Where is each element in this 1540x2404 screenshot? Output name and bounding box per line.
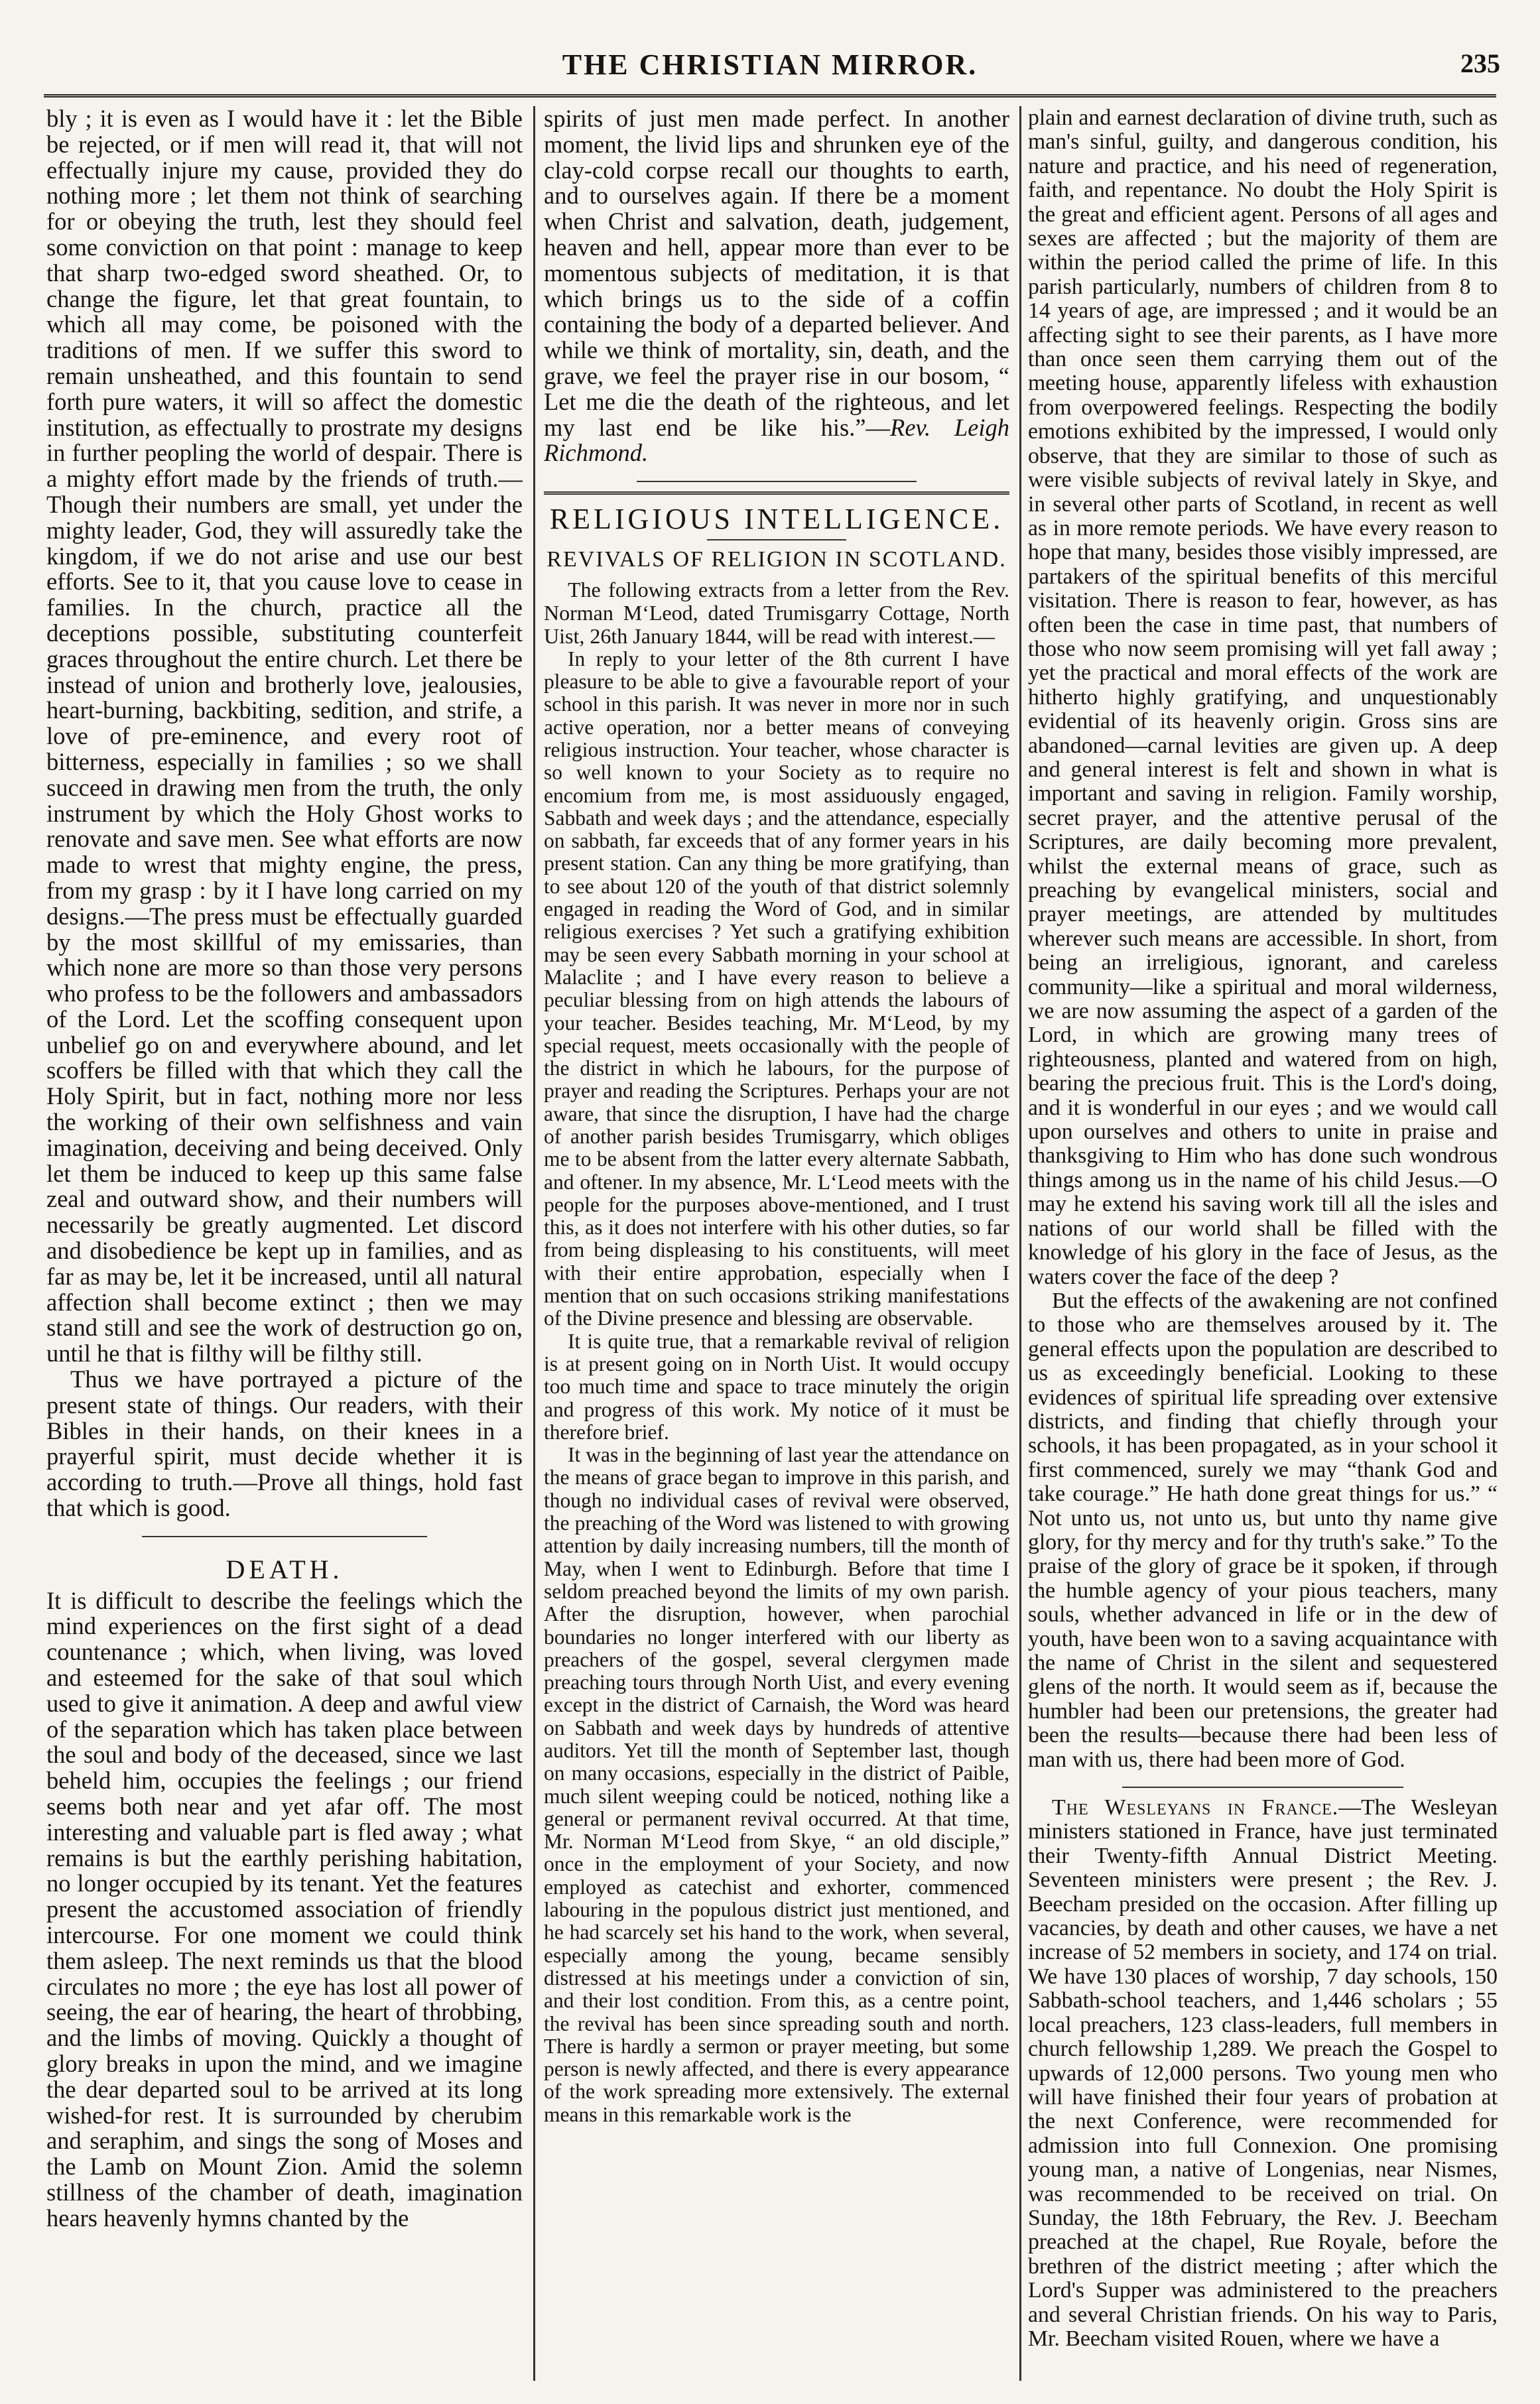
masthead-rule xyxy=(44,94,1496,97)
section-heading: RELIGIOUS INTELLIGENCE. xyxy=(549,503,1004,536)
letter-paragraph-3: It was in the beginning of last year the attendance on the means of grace began to improve in this parish, and though no individual cases of revival were observed, the preaching of the Word was listened to with growing attention by daily increasing numbers, till the month of May, when I went to Edinburgh. Before that time I seldom preached beyond the limits of my own parish. After the disruption, however, when parochial boundaries no longer interfered with our liberty as preachers of the gospel, several clergymen made preaching tours through North Uist, and every evening except in the district of Carnaish, the Word was heard on Sabbath and week days by hundreds of attentive auditors. Yet till the month of September last, though on many occasions, especially in the district of Paible, much silent weeping could be noticed, nothing like a general or permanent revival occurred. At that time, Mr. Norman M‘Leod from Skye, “ an old disciple,” once in the employment of your Society, and now employed as catechist and exhorter, commenced labouring in the populous district just mentioned, and he had scarcely set his hand to the work, when several, especially among the young, became sensibly distressed at his meetings under a conviction of sin, and their lost condition. From this, as a centre point, the revival has been since spreading south and north. There is hardly a sermon or prayer meeting, but some person is newly affected, and there is every appearance of the work spreading more extensively. The external means in this remarkable work is the xyxy=(544,1443,1009,2126)
masthead xyxy=(0,48,1540,94)
letter-paragraph-2: It is quite true, that a remarkable revival of religion is at present going on in North Uist. It would occupy too much time and space to trace minutely the origin and progress of this work. My notice of it must be therefore brief. xyxy=(544,1329,1009,1444)
col3-paragraph-3 xyxy=(1028,1796,1498,2351)
divider xyxy=(1122,1787,1404,1788)
column-divider-2 xyxy=(1019,106,1021,2381)
column-divider-1 xyxy=(533,106,535,2381)
col3-paragraph-2: But the effects of the awakening are not confined to those who are themselves aroused by it. The general effects upon the population are described to us as exceedingly beneficial. Looking to these evidences of spiritual life spreading over extensive districts, and finding that chiefly through your schools, it has been propagated, as in your school it first commenced, surely we may “thank God and take courage.” He hath done great things for us.” “ Not unto us, not unto us, but unto thy name give glory, for thy mercy and for thy truth's sake.” To the praise of the glory of grace be it spoken, if through the humble agency of your pious teachers, many souls, whether advanced in life or in the dew of youth, have been won to a saving acquaintance with the name of Christ in the silent and sequestered glens of the north. It would seem as if, because the humbler had been our pretensions, the greater had been the results—because there had been less of man with us, there had been more of God. xyxy=(1028,1288,1498,1772)
author-credit: Rev. Leigh Richmond. xyxy=(544,413,1009,467)
divider xyxy=(142,1536,428,1537)
page-title: THE CHRISTIAN MIRROR. xyxy=(562,48,978,81)
sub-heading: REVIVALS OF RELIGION IN SCOTLAND. xyxy=(546,546,1007,572)
section-rule xyxy=(544,491,1009,495)
column-3 xyxy=(1028,106,1498,2381)
death-heading: DEATH. xyxy=(225,1554,344,1584)
divider xyxy=(707,539,847,540)
col2-paragraph-1-text: spirits of just men made perfect. In another moment, the livid lips and shrunken eye of the clay-cold corpse recall our thoughts to earth, and to ourselves again. If there be a moment when Christ and salvation, death, judgement, heaven and hell, appear more than ever to be momentous subjects of meditation, it is that which brings us to the side of a coffin containing the body of a departed believer. And while we think of mortality, sin, death, and the grave, we feel the prayer rise in our bosom, “ Let me die the death of the righteous, and let my last end be like his.”— xyxy=(544,106,1009,441)
col2-paragraph-1 xyxy=(544,106,1009,466)
col1-paragraph-3: It is difficult to describe the feelings which the mind experiences on the first sight of a dead countenance ; which, when living, was loved and esteemed for the sake of that soul which used to give it animation. A deep and awful view of the separation which has taken place between the soul and body of the deceased, since we last beheld him, occupies the feelings ; our friend seems both near and yet afar off. The most interesting and valuable part is fled away ; what remains is but the earthly perishing habitation, no longer occupied by its tenant. Yet the features present the accustomed association of friendly intercourse. For one moment we could think them asleep. The next reminds us that the blood circulates no more ; the eye has lost all power of seeing, the ear of hearing, the heart of throbbing, and the limbs of moving. Quickly a thought of glory breaks in upon the mind, and we imagine the dear departed soul to be arrived at its long wished-for rest. It is surrounded by cherubim and seraphim, and sings the song of Moses and the Lamb on Mount Zion. Amid the solemn stillness of the chamber of death, imagination hears heavenly hymns chanted by the xyxy=(46,1586,523,2232)
column-1 xyxy=(46,106,523,2381)
col3-paragraph-1: plain and earnest declaration of divine truth, such as man's sinful, guilty, and dangerous condition, his nature and practice, and his need of regeneration, faith, and repentance. No doubt the Holy Spirit is the great and efficient agent. Persons of all ages and sexes are affected ; but the majority of them are within the period called the prime of life. In this parish particularly, numbers of children from 8 to 14 years of age, are impressed ; and it would be an affecting sight to see their parents, as I have more than once seen them carrying them out of the meeting house, apparently lifeless with exhaustion from overpowered feelings. Respecting the bodily emotions exhibited by the impressed, I would only observe, that they are similar to those of such as were visible subjects of revival lately in Skye, and in several other parts of Scotland, in recent as well as in more remote periods. We have every reason to hope that many, besides those visibly impressed, are partakers of the spiritual benefits of this merciful visitation. There is reason to fear, however, as has often been the case in time past, that numbers of those who now seem promising will yet fall away ; yet the practical and moral effects of the work are hitherto highly gratifying, and unquestionably evidential of its heavenly origin. Gross sins are abandoned—carnal levities are given up. A deep and general interest is felt and shown in what is important and saving in religion. Family worship, secret prayer, and the attentive perusal of the Scriptures, are daily becoming more prevalent, whilst the external means of grace, such as preaching by evangelical ministers, social and prayer meetings, are attended by multitudes wherever such means are accessible. In short, from being an irreligious, ignorant, and careless community—like a spiritual and moral wilderness, we are now assuming the aspect of a garden of the Lord, in which are growing many trees of righteousness, planted and watered from on high, bearing the precious fruit. This is the Lord's doing, and it is wonderful in our eyes ; and we would call upon ourselves and others to unite in praise and thanksgiving to Him who has done such wondrous things among us in the name of his child Jesus.—O may he extend his saving work till all the isles and nations of our world shall be filled with the knowledge of his glory in the face of Jesus, as the waters cover the face of the deep ? xyxy=(1028,106,1498,1289)
column-2 xyxy=(544,106,1009,2381)
divider xyxy=(637,481,916,482)
intro-paragraph: The following extracts from a letter from the Rev. Norman M‘Leod, dated Trumisgarry Cottage, North Uist, 26th January 1844, will be read with interest.— xyxy=(544,577,1009,648)
letter-paragraph-1: In reply to your letter of the 8th current I have pleasure to be able to give a favourable report of your school in this parish. It was never in more nor in such active operation, nor a better means of conveying religious instruction. Your teacher, whose character is so well known to your Society as to require no encomium from me, is most assiduously engaged, Sabbath and week days ; and the attendance, especially on sabbath, far exceeds that of any former years in his present station. Can any thing be more gratifying, than to see about 120 of the youth of that district solemnly engaged in reading the Word of God, and in similar religious exercises ? Yet such a gratifying exhibition may be seen every Sabbath morning in your school at Malaclite ; and I have every reason to believe a peculiar blessing from on high attends the labours of your teacher. Besides teaching, Mr. M‘Leod, by my special request, meets occasionally with the people of the district in which he labours, for the purpose of prayer and reading the Scriptures. Perhaps your are not aware, that since the disruption, I have had the charge of another parish besides Trumisgarry, which obliges me to be absent from the latter every alternate Sabbath, and oftener. In my absence, Mr. L‘Leod meets with the people for the purposes above-mentioned, and I trust this, as it does not interfere with his other duties, so far from being displeasing to his constituents, will meet with their entire approbation, especially when I mention that on such occasions striking manifestations of the Divine presence and blessing are observable. xyxy=(544,647,1009,1330)
col3-paragraph-3-text: —The Wesleyan ministers stationed in France, have just terminated their Twenty-fifth Annual District Meeting. Seventeen ministers were present ; the Rev. J. Beecham presided on the occasion. After filling up vacancies, by death and other causes, we have a net increase of 52 members in society, and 174 on trial. We have 130 places of worship, 7 day schools, 150 Sabbath-school teachers, and 1,446 scholars ; 55 local preachers, 123 class-leaders, full members in church fellowship 1,289. We preach the Gospel to upwards of 12,000 persons. Two young men who will have finished their four years of probation at the next Conference, were recommended for admission into full Connexion. One promising young man, a native of Longenias, near Nismes, was recommended to be received on trial. On Sunday, the 18th February, the Rev. J. Beecham preached at the chapel, Rue Royale, before the brethren of the district meeting ; after which the Lord's Supper was administered to the preachers and several Christian friends. On his way to Paris, Mr. Beecham visited Rouen, where we have a xyxy=(1028,1795,1498,2351)
col1-paragraph-2: Thus we have portrayed a picture of the present state of things. Our readers, with their Bibles in their hands, on their knees in a prayerful spirit, must decide whether it is according to truth.—Prove all things, hold fast that which is good. xyxy=(46,1365,523,1522)
wesleyan-heading: The Wesleyans in France. xyxy=(1052,1795,1339,1820)
page-number: 235 xyxy=(1460,48,1500,78)
col1-paragraph-1: bly ; it is even as I would have it : let the Bible be rejected, or if men will read it, that will not effectually injure my cause, provided they do nothing more ; let them not think of searching for or obeying the truth, lest they should feel some conviction on that point : manage to keep that sharp two-edged sword sheathed. Or, to change the figure, let that great fountain, to which all may come, be poisoned with the traditions of men. If we suffer this sword to remain unsheathed, and this fountain to send forth pure waters, it will so affect the domestic institution, as effectually to prostrate my designs in further peopling the world of despair. There is a mighty effort made by the friends of truth.—Though their numbers are small, yet under the mighty leader, God, they will assuredly take the kingdom, if we do not arise and use our best efforts. See to it, that you cause love to cease in families. In the church, practice all the deceptions possible, substituting counterfeit graces throughout the entire church. Let there be instead of union and brotherly love, jealousies, heart-burning, backbiting, sedition, and strife, a love of pre-eminence, and every root of bitterness, especially in families ; so we shall succeed in drawing men from the truth, the only instrument by which the Holy Ghost works to renovate and save men. See what efforts are now made to wrest that mighty engine, the press, from my grasp : by it I have long carried on my designs.—The press must be effectually guarded by the most skillful of my emissaries, than which none are more so than those very persons who profess to be the followers and ambassadors of the Lord. Let the scoffing consequent upon unbelief go on and everywhere abound, and let scoffers be filled with that which they call the Holy Spirit, but in fact, nothing more nor less the working of their own selfishness and vain imagination, deceiving and being deceived. Only let them be induced to keep up this same false zeal and outward show, and their numbers will necessarily be greatly augmented. Let discord and disobedience be kept up in families, and as far as may be, let it be increased, until all natural affection shall become extinct ; then we may stand still and see the work of destruction go on, until he that is filthy will be filthy still. xyxy=(46,106,523,1367)
